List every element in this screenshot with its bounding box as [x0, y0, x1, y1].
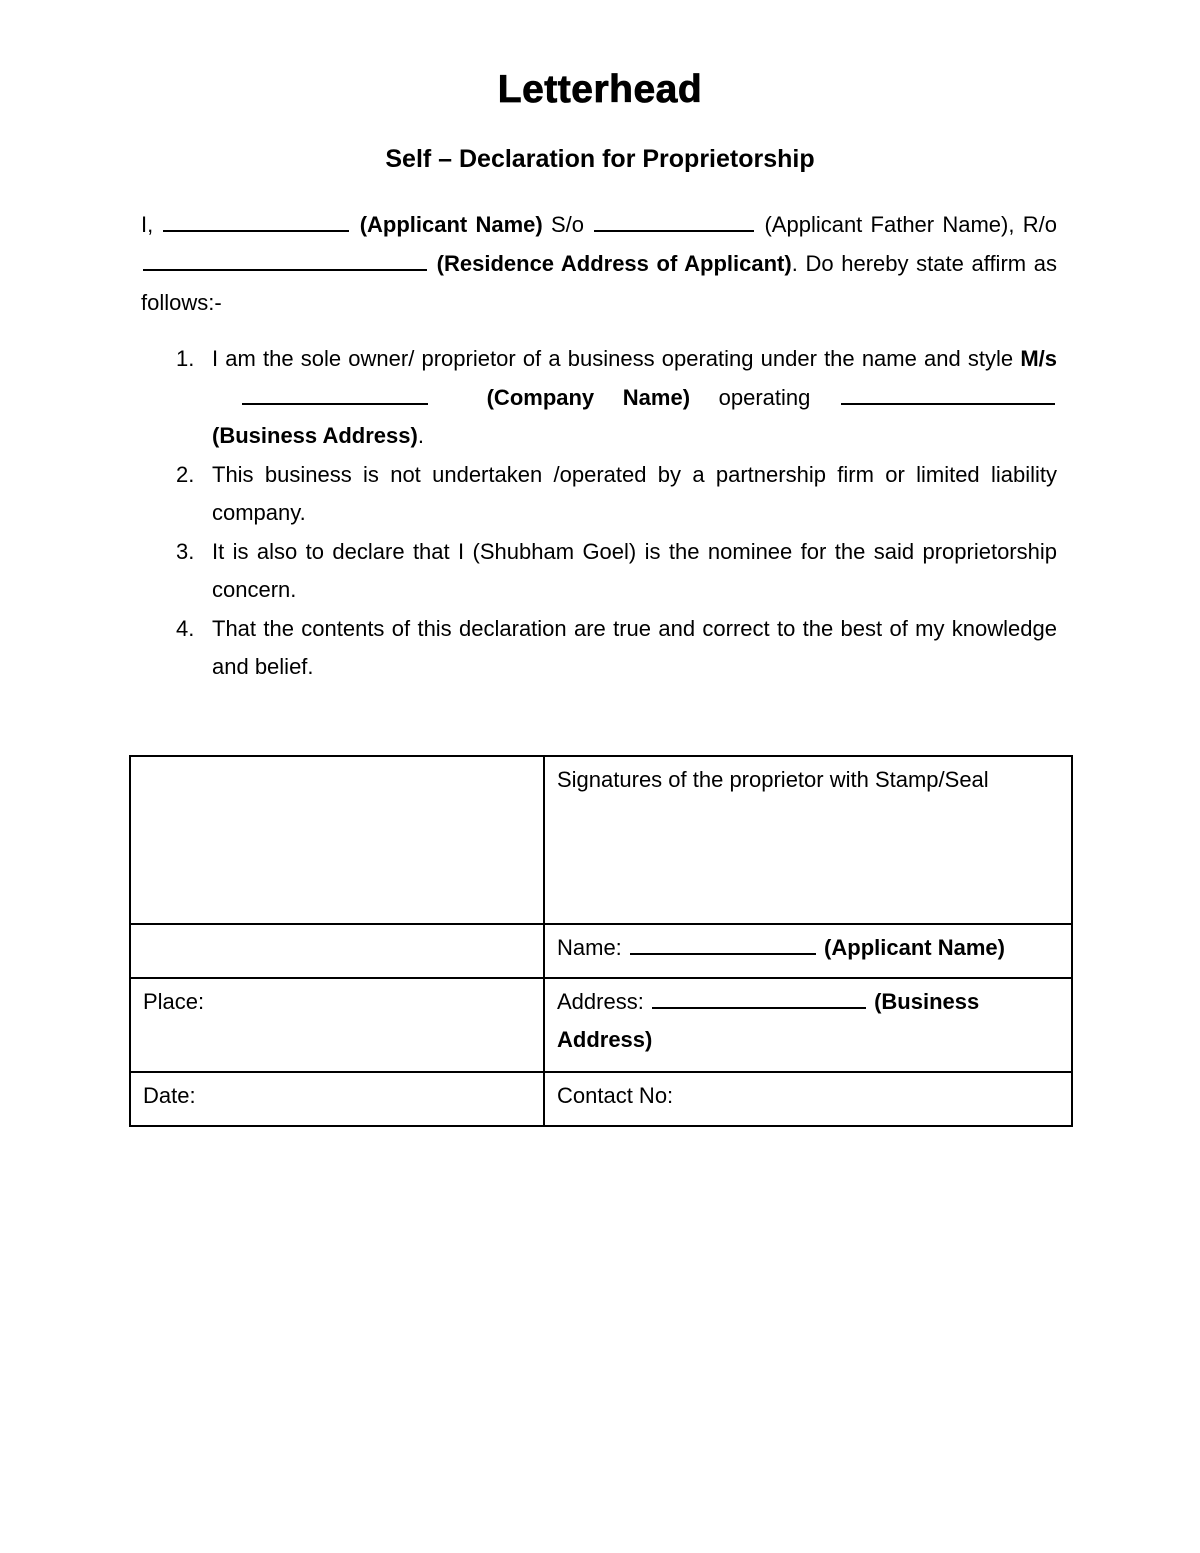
company-name-label: (Company Name)	[486, 384, 691, 410]
name-hint: (Applicant Name)	[824, 935, 1005, 960]
point-text: That the contents of this declaration are true and correct to the best of my knowledge and belief.	[212, 615, 1057, 679]
residence-address-blank[interactable]	[143, 249, 427, 271]
place-label: Place:	[143, 989, 205, 1014]
letterhead-heading: Letterhead	[497, 68, 703, 111]
point-1-text: I am the sole owner/ proprietor of a business operating under the name and style	[212, 346, 1021, 371]
table-row	[130, 978, 1072, 1072]
place-cell[interactable]	[130, 978, 544, 1072]
father-name-label: (Applicant Father Name),	[764, 212, 1015, 237]
point-number: 1.	[176, 346, 195, 371]
address-label: Address:	[557, 989, 644, 1014]
name-label: Name:	[557, 935, 622, 960]
date-label: Date:	[143, 1083, 196, 1108]
document-title: Self – Declaration for Proprietorship	[385, 145, 815, 173]
so-label: S/o	[550, 212, 584, 237]
company-name-blank[interactable]	[242, 383, 428, 405]
signature-label: Signatures of the proprietor with Stamp/Seal	[557, 767, 989, 792]
contact-cell[interactable]	[544, 1072, 1072, 1126]
intro-i-prefix: I,	[141, 212, 154, 237]
business-address-blank[interactable]	[841, 383, 1055, 405]
ro-label: R/o	[1022, 212, 1057, 237]
business-address-label: (Business Address)	[212, 423, 418, 448]
point-text: It is also to declare that I (Shubham Goel) is the nominee for the said proprietorship concern.	[212, 538, 1057, 602]
blank-cell[interactable]	[130, 756, 544, 924]
table-row	[130, 756, 1072, 924]
contact-label: Contact No:	[557, 1083, 674, 1108]
signature-cell[interactable]	[544, 756, 1072, 924]
table-row	[130, 1072, 1072, 1126]
affirm-text: . Do hereby state affirm as follows:-	[141, 251, 1057, 315]
residence-address-label: (Residence Address of Applicant)	[436, 251, 792, 276]
point-number: 4.	[176, 615, 195, 641]
ms-label: M/s	[1020, 346, 1057, 371]
applicant-name-label: (Applicant Name)	[359, 212, 543, 237]
list-item	[141, 340, 1057, 456]
date-cell[interactable]	[130, 1072, 544, 1126]
point-number: 3.	[176, 538, 195, 564]
name-cell[interactable]	[544, 924, 1072, 978]
address-hint: (Business Address)	[557, 989, 980, 1052]
declaration-points	[141, 340, 1057, 687]
point-1-end: .	[417, 423, 424, 448]
father-name-blank[interactable]	[594, 210, 754, 232]
applicant-name-blank[interactable]	[163, 210, 349, 232]
blank-cell[interactable]	[130, 924, 544, 978]
point-number: 2.	[176, 461, 195, 487]
operating-text: operating	[718, 384, 811, 410]
list-item	[141, 456, 1057, 533]
table-row	[130, 924, 1072, 978]
signature-table	[129, 755, 1073, 1127]
list-item	[141, 533, 1057, 610]
address-cell[interactable]	[544, 978, 1072, 1072]
address-blank[interactable]	[652, 987, 866, 1009]
list-item	[141, 610, 1057, 687]
intro-paragraph	[141, 205, 1057, 322]
name-blank[interactable]	[630, 933, 816, 955]
point-text: This business is not undertaken /operated by a partnership firm or limited liability company.	[212, 461, 1057, 525]
